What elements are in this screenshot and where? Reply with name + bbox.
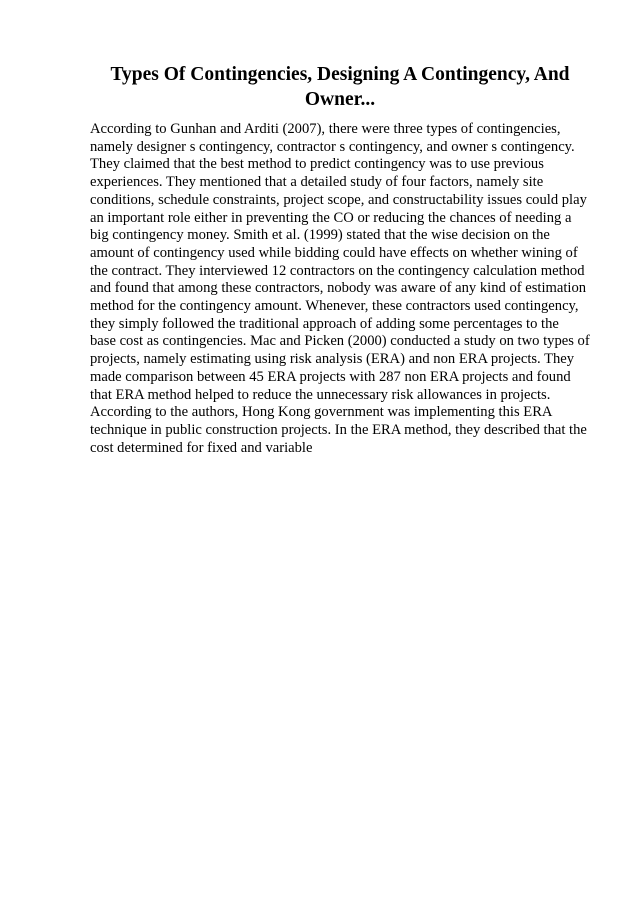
body-line: the contract. They interviewed 12 contractors on the contingency calculation method: [90, 262, 585, 279]
title-line: Owner...: [304, 89, 376, 110]
body-line: they simply followed the traditional approach of adding some percentages to the: [90, 315, 559, 332]
body-line: projects, namely estimating using risk analysis (ERA) and non ERA projects. They: [90, 351, 575, 368]
body-line: According to the authors, Hong Kong government was implementing this ERA: [90, 404, 553, 421]
body-line: made comparison between 45 ERA projects with 287 non ERA projects and found: [90, 368, 571, 385]
body-line: namely designer s contingency, contractor s contingency, and owner s contingency.: [90, 138, 575, 155]
body-line: base cost as contingencies. Mac and Picken (2000) conducted a study on two types of: [90, 333, 590, 350]
body-line: and found that among these contractors, nobody was aware of any kind of estimation: [90, 280, 587, 297]
title-line: Types Of Contingencies, Designing A Contingency, And: [110, 64, 570, 85]
body-line: amount of contingency used while bidding could have effects on whether wining of: [90, 244, 578, 261]
document-body: [90, 121, 610, 457]
body-line: technique in public construction projects. In the ERA method, they described that the: [90, 421, 587, 438]
body-line: conditions, schedule constraints, project scope, and constructability issues could play: [90, 191, 587, 208]
body-line: method for the contingency amount. Whenever, these contractors used contingency,: [90, 298, 579, 315]
body-line: an important role either in preventing the CO or reducing the chances of needing a: [90, 209, 572, 226]
body-line: experiences. They mentioned that a detailed study of four factors, namely site: [90, 174, 544, 191]
body-line: cost determined for fixed and variable: [90, 439, 313, 456]
body-line: According to Gunhan and Arditi (2007), there were three types of contingencies,: [90, 121, 561, 137]
body-line: big contingency money. Smith et al. (1999) stated that the wise decision on the: [90, 227, 550, 244]
document-title: [92, 62, 588, 112]
body-line: They claimed that the best method to predict contingency was to use previous: [90, 156, 544, 173]
body-line: that ERA method helped to reduce the unnecessary risk allowances in projects.: [90, 386, 551, 403]
